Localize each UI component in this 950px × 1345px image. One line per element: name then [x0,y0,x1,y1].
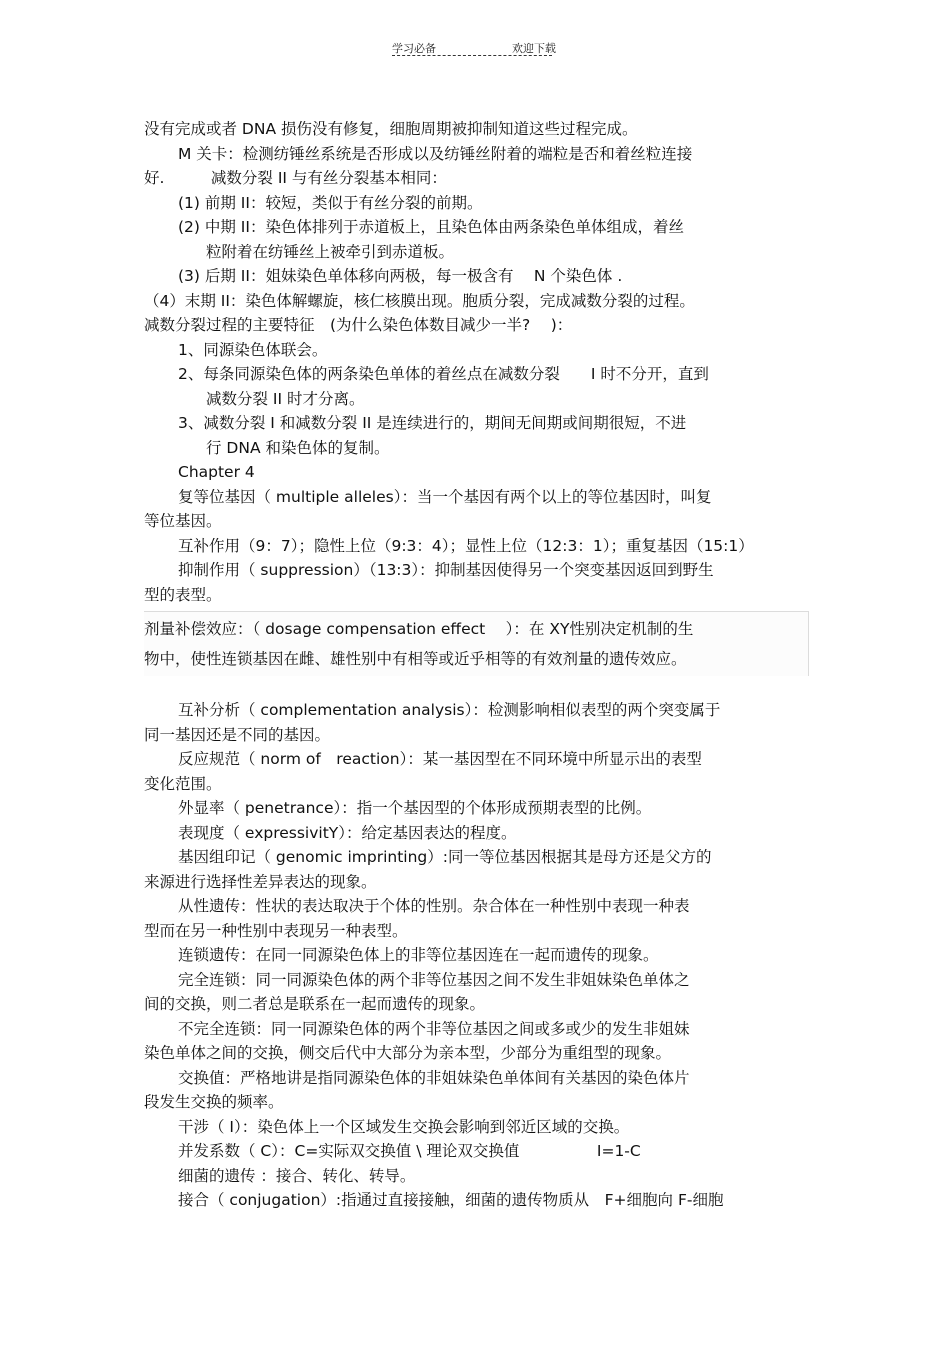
text-line: 行 DNA 和染色体的复制。 [206,438,390,457]
text-line: 减数分裂过程的主要特征 (为什么染色体数目减少一半? )： [144,316,573,334]
header-rule [392,55,552,56]
section-meiosis [144,117,809,607]
text-line: 反应规范（ norm of reaction）：某一基因型在不同环境中所显示出的表型 [178,750,702,768]
text-line: 干涉（ I）：染色体上一个区域发生交换会影响到邻近区域的交换。 [178,1117,630,1136]
text-line: 2、每条同源染色体的两条染色单体的着丝点在减数分裂 I 时不分开，直到 [178,365,709,383]
header-right-text: 欢迎下载 [512,42,556,55]
text-line: 细菌的遗传 ：接合、转化、转导。 [178,1166,416,1185]
paragraph-gap [144,680,809,698]
text-line: 来源进行选择性差异表达的现象。 [144,872,377,891]
text-line: 接合（ conjugation）:指通过直接接触，细菌的遗传物质从 F+细胞向 F-细胞 [178,1191,724,1209]
text-line: 连锁遗传：在同一同源染色体上的非等位基因连在一起而遗传的现象。 [178,946,659,964]
text-line: 复等位基因（ multiple alleles）：当一个基因有两个以上的等位基因时，叫复 [178,487,712,506]
text-line: 段发生交换的频率。 [144,1093,284,1111]
text-line: 粒附着在纺锤丝上被牵引到赤道板。 [206,242,455,261]
section-genetics-terms [144,698,809,1213]
text-line: 等位基因。 [144,512,222,530]
text-line: 物中，使性连锁基因在雌、雄性别中有相等或近乎相等的有效剂量的遗传效应。 [144,650,687,668]
text-line: 间的交换，则二者总是联系在一起而遗传的现象。 [144,995,486,1013]
text-line: 表现度（ expressivitY）：给定基因表达的程度。 [178,823,517,842]
text-line: (2) 中期 II：染色体排列于赤道板上，且染色体由两条染色单体组成，着丝 [178,218,684,236]
text-line: 没有完成或者 DNA 损伤没有修复，细胞周期被抑制知道这些过程完成。 [144,120,638,138]
text-line: 不完全连锁：同一同源染色体的两个非等位基因之间或多或少的发生非姐妹 [178,1019,690,1038]
text-line: 1、同源染色体联会。 [178,340,328,359]
text-line: 3、减数分裂 I 和减数分裂 II 是连续进行的，期间无间期或间期很短，不进 [178,414,687,432]
text-line: (1) 前期 II：较短，类似于有丝分裂的前期。 [178,193,483,212]
dosage-compensation-box [144,611,809,676]
text-line: 同一基因还是不同的基因。 [144,725,331,744]
text-line: Chapter 4 [178,463,255,481]
text-line: 交换值：严格地讲是指同源染色体的非姐妹染色单体间有关基因的染色体片 [178,1068,690,1087]
text-line: M 关卡：检测纺锤丝系统是否形成以及纺锤丝附着的端粒是否和着丝粒连接 [178,144,693,163]
text-line: 好. 减数分裂 II 与有丝分裂基本相同： [144,169,447,187]
text-line: 并发系数（ C）：C=实际双交换值 \ 理论双交换值 I=1-C [178,1142,641,1160]
text-line: （4）末期 II：染色体解螺旋，核仁核膜出现。胞质分裂，完成减数分裂的过程。 [144,291,695,310]
text-line: 剂量补偿效应：（ dosage compensation effect ）：在 XY性别决定机制的生 [144,620,694,638]
header-left-text: 学习必备 [392,42,436,55]
text-line: 染色单体之间的交换，侧交后代中大部分为亲本型，少部分为重组型的现象。 [144,1044,672,1062]
text-line: 互补作用（9：7）；隐性上位（9:3：4）；显性上位（12:3：1）；重复基因（15:1） [178,536,754,555]
text-line: (3) 后期 II：姐妹染色单体移向两极，每一极含有 N 个染色体 . [178,267,623,285]
text-line: 变化范围。 [144,774,222,793]
text-line: 完全连锁：同一同源染色体的两个非等位基因之间不发生非姐妹染色单体之 [178,970,690,989]
text-line: 从性遗传：性状的表达取决于个体的性别。杂合体在一种性别中表现一种表 [178,897,690,915]
document-body [144,117,809,1213]
text-line: 抑制作用（ suppression）（13:3）：抑制基因使得另一个突变基因返回到野生 [178,561,714,579]
text-line: 型的表型。 [144,585,222,604]
text-line: 基因组印记（ genomic imprinting）:同一等位基因根据其是母方还是父方的 [178,848,712,866]
page-header [0,40,950,60]
text-line: 减数分裂 II 时才分离。 [206,389,365,408]
text-line: 外显率（ penetrance）：指一个基因型的个体形成预期表型的比例。 [178,799,652,817]
text-line: 互补分析（ complementation analysis）：检测影响相似表型的两个突变属于 [178,701,721,719]
text-line: 型而在另一种性别中表现另一种表型。 [144,921,408,940]
